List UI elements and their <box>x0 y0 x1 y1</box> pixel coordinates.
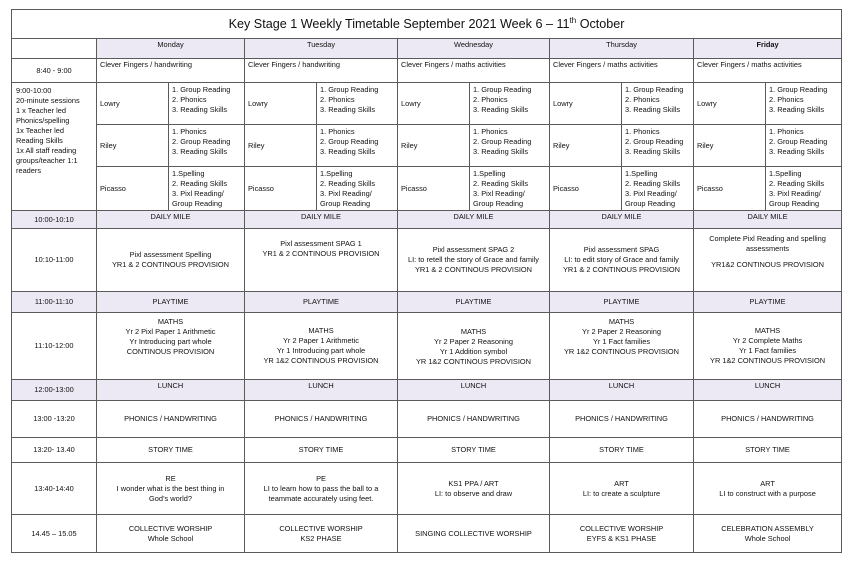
session-cell: RE I wonder what is the best thing in God’s world? <box>97 463 245 515</box>
session-cell: KS1 PPA / ART LI: to observe and draw <box>398 463 550 515</box>
table-row <box>12 515 842 553</box>
group-name-riley: Riley <box>97 125 169 167</box>
time-cell: 13:00 -13:20 <box>12 401 97 438</box>
group-activities: 1. Phonics 2. Group Reading 3. Reading Skills <box>317 125 398 167</box>
group-name-picasso: Picasso <box>398 167 470 211</box>
break-cell: DAILY MILE <box>245 211 398 229</box>
time-cell: 10:10-11:00 <box>12 229 97 292</box>
group-name-lowry: Lowry <box>550 83 622 125</box>
session-cell: PHONICS / HANDWRITING <box>694 401 842 438</box>
session-cell: PHONICS / HANDWRITING <box>97 401 245 438</box>
group-name-picasso: Picasso <box>97 167 169 211</box>
day-header-tuesday: Tuesday <box>245 39 398 59</box>
group-activities: 1. Group Reading 2. Phonics 3. Reading Skills <box>169 83 245 125</box>
session-cell: PHONICS / HANDWRITING <box>550 401 694 438</box>
session-cell: CELEBRATION ASSEMBLY Whole School <box>694 515 842 553</box>
session-cell: Clever Fingers / maths activities <box>398 59 550 83</box>
session-cell: Clever Fingers / maths activities <box>694 59 842 83</box>
break-cell: LUNCH <box>245 380 398 401</box>
group-activities: 1. Group Reading 2. Phonics 3. Reading Skills <box>766 83 842 125</box>
break-cell: DAILY MILE <box>398 211 550 229</box>
session-cell: MATHS Yr 2 Paper 1 Arithmetic Yr 1 Introducing part whole YR 1&2 CONTINOUS PROVISION <box>245 313 398 380</box>
session-cell: STORY TIME <box>398 438 550 463</box>
break-cell: DAILY MILE <box>694 211 842 229</box>
timetable <box>11 9 842 553</box>
reading-session-description: 9:00-10:00 20-minute sessions 1 x Teacher led Phonics/spelling 1x Teacher led Reading Skills 1x All staff reading groups/teacher 1:1 readers <box>12 83 97 211</box>
group-activities: 1.Spelling 2. Reading Skills 3. Pixl Reading/ Group Reading <box>766 167 842 211</box>
session-cell: Pixl assessment SPAG LI: to edit story of Grace and family YR1 & 2 CONTINOUS PROVISION <box>550 229 694 292</box>
table-row <box>12 211 842 229</box>
time-cell: 13:40-14:40 <box>12 463 97 515</box>
table-row <box>12 463 842 515</box>
day-header-friday: Friday <box>694 39 842 59</box>
time-cell: 11:00-11:10 <box>12 292 97 313</box>
table-row <box>12 292 842 313</box>
group-name-riley: Riley <box>245 125 317 167</box>
day-header-wednesday: Wednesday <box>398 39 550 59</box>
time-cell: 13:20- 13.40 <box>12 438 97 463</box>
break-cell: LUNCH <box>550 380 694 401</box>
session-cell: MATHS Yr 2 Paper 2 Reasoning Yr 1 Addition symbol YR 1&2 CONTINOUS PROVISION <box>398 313 550 380</box>
session-cell: Complete Pixl Reading and spelling assessments YR1&2 CONTINOUS PROVISION <box>694 229 842 292</box>
group-name-picasso: Picasso <box>694 167 766 211</box>
corner-cell <box>12 39 97 59</box>
table-row <box>12 438 842 463</box>
group-activities: 1. Group Reading 2. Phonics 3. Reading Skills <box>622 83 694 125</box>
session-cell: Clever Fingers / handwriting <box>245 59 398 83</box>
session-cell: COLLECTIVE WORSHIP EYFS & KS1 PHASE <box>550 515 694 553</box>
group-activities: 1. Group Reading 2. Phonics 3. Reading Skills <box>470 83 550 125</box>
group-activities: 1. Phonics 2. Group Reading 3. Reading Skills <box>169 125 245 167</box>
session-cell: PHONICS / HANDWRITING <box>398 401 550 438</box>
group-name-picasso: Picasso <box>550 167 622 211</box>
break-cell: DAILY MILE <box>97 211 245 229</box>
session-cell: Pixl assessment SPAG 1 YR1 & 2 CONTINOUS PROVISION <box>245 229 398 292</box>
group-name-lowry: Lowry <box>97 83 169 125</box>
session-cell: SINGING COLLECTIVE WORSHIP <box>398 515 550 553</box>
time-cell: 12:00-13:00 <box>12 380 97 401</box>
break-cell: DAILY MILE <box>550 211 694 229</box>
table-row <box>12 229 842 292</box>
day-header-row <box>12 39 842 59</box>
group-activities: 1.Spelling 2. Reading Skills 3. Pixl Reading/ Group Reading <box>169 167 245 211</box>
table-row <box>12 380 842 401</box>
group-activities: 1. Phonics 2. Group Reading 3. Reading Skills <box>470 125 550 167</box>
break-cell: PLAYTIME <box>245 292 398 313</box>
session-cell: Clever Fingers / maths activities <box>550 59 694 83</box>
group-activities: 1. Phonics 2. Group Reading 3. Reading Skills <box>622 125 694 167</box>
break-cell: PLAYTIME <box>694 292 842 313</box>
table-row <box>12 167 842 211</box>
time-cell: 14.45 – 15.05 <box>12 515 97 553</box>
session-cell: COLLECTIVE WORSHIP Whole School <box>97 515 245 553</box>
break-cell: PLAYTIME <box>97 292 245 313</box>
group-activities: 1.Spelling 2. Reading Skills 3. Pixl Reading/ Group Reading <box>317 167 398 211</box>
group-name-lowry: Lowry <box>245 83 317 125</box>
session-cell: MATHS Yr 2 Pixl Paper 1 Arithmetic Yr Introducing part whole CONTINOUS PROVISION <box>97 313 245 380</box>
session-cell: Pixl assessment Spelling YR1 & 2 CONTINOUS PROVISION <box>97 229 245 292</box>
group-activities: 1. Group Reading 2. Phonics 3. Reading Skills <box>317 83 398 125</box>
session-cell: STORY TIME <box>550 438 694 463</box>
group-name-riley: Riley <box>550 125 622 167</box>
break-cell: PLAYTIME <box>398 292 550 313</box>
group-activities: 1.Spelling 2. Reading Skills 3. Pixl Reading/ Group Reading <box>622 167 694 211</box>
break-cell: LUNCH <box>694 380 842 401</box>
break-cell: LUNCH <box>398 380 550 401</box>
page-title: Key Stage 1 Weekly Timetable September 2021 Week 6 – 11th October <box>12 10 842 39</box>
group-activities: 1. Phonics 2. Group Reading 3. Reading Skills <box>766 125 842 167</box>
time-cell: 11:10-12:00 <box>12 313 97 380</box>
session-cell: Pixl assessment SPAG 2 LI: to retell the story of Grace and family YR1 & 2 CONTINOUS PROVISION <box>398 229 550 292</box>
group-name-picasso: Picasso <box>245 167 317 211</box>
session-cell: COLLECTIVE WORSHIP KS2 PHASE <box>245 515 398 553</box>
session-cell: ART LI to construct with a purpose <box>694 463 842 515</box>
break-cell: PLAYTIME <box>550 292 694 313</box>
break-cell: LUNCH <box>97 380 245 401</box>
session-cell: MATHS Yr 2 Complete Maths Yr 1 Fact families YR 1&2 CONTINOUS PROVISION <box>694 313 842 380</box>
time-cell: 8:40 - 9:00 <box>12 59 97 83</box>
table-row <box>12 83 842 125</box>
session-cell: ART LI: to create a sculpture <box>550 463 694 515</box>
day-header-thursday: Thursday <box>550 39 694 59</box>
session-cell: PHONICS / HANDWRITING <box>245 401 398 438</box>
group-name-lowry: Lowry <box>398 83 470 125</box>
time-cell: 10:00-10:10 <box>12 211 97 229</box>
table-row <box>12 313 842 380</box>
table-row <box>12 59 842 83</box>
group-name-riley: Riley <box>694 125 766 167</box>
table-row <box>12 125 842 167</box>
group-name-riley: Riley <box>398 125 470 167</box>
group-activities: 1.Spelling 2. Reading Skills 3. Pixl Reading/ Group Reading <box>470 167 550 211</box>
group-name-lowry: Lowry <box>694 83 766 125</box>
session-cell: STORY TIME <box>245 438 398 463</box>
table-row <box>12 401 842 438</box>
session-cell: STORY TIME <box>694 438 842 463</box>
session-cell: Clever Fingers / handwriting <box>97 59 245 83</box>
session-cell: MATHS Yr 2 Paper 2 Reasoning Yr 1 Fact families YR 1&2 CONTINOUS PROVISION <box>550 313 694 380</box>
session-cell: STORY TIME <box>97 438 245 463</box>
session-cell: PE LI to learn how to pass the ball to a teammate accurately using feet. <box>245 463 398 515</box>
day-header-monday: Monday <box>97 39 245 59</box>
